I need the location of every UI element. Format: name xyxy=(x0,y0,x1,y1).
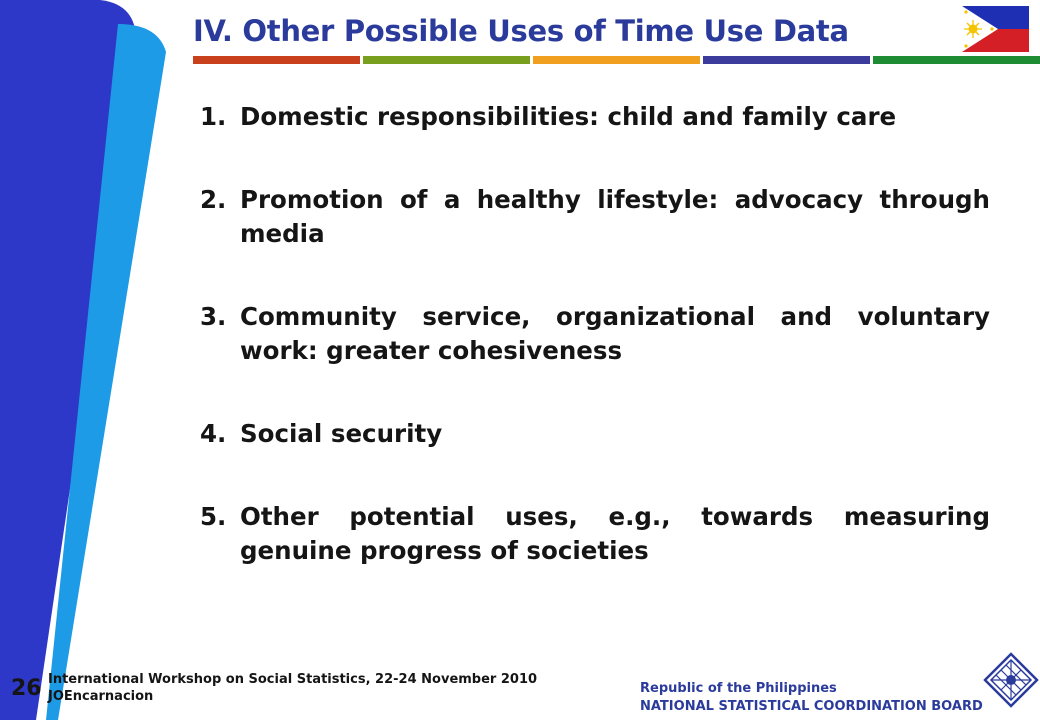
workshop-line: International Workshop on Social Statistics, 22-24 November 2010 xyxy=(48,672,538,687)
item-text: Domestic responsibilities: child and family care xyxy=(240,102,897,131)
item-number: 1. xyxy=(200,102,227,131)
item-text: Community service, organizational and voluntary work: greater cohesiveness xyxy=(240,302,990,365)
author-line: JOEncarnacion xyxy=(48,689,154,704)
nscb-logo-icon xyxy=(983,652,1039,708)
workshop-credit xyxy=(48,671,537,705)
item-number: 5. xyxy=(200,502,227,531)
agency-credit xyxy=(640,680,983,716)
agency-line-name: NATIONAL STATISTICAL COORDINATION BOARD xyxy=(640,699,983,714)
item-number: 2. xyxy=(200,185,227,214)
item-text: Promotion of a healthy lifestyle: advocacy through media xyxy=(240,185,990,248)
slide-number: 26 xyxy=(11,676,42,701)
list-item xyxy=(200,183,990,251)
philippine-flag-icon xyxy=(962,6,1029,52)
list-item xyxy=(200,500,990,568)
item-text: Other potential uses, e.g., towards measuring genuine progress of societies xyxy=(240,502,990,565)
list-item xyxy=(200,417,990,451)
agency-line-country: Republic of the Philippines xyxy=(640,681,837,696)
item-number: 4. xyxy=(200,419,227,448)
item-text: Social security xyxy=(240,419,443,448)
slide-title: IV. Other Possible Uses of Time Use Data xyxy=(193,14,849,48)
uses-list xyxy=(200,100,990,617)
left-decoration xyxy=(0,0,200,720)
title-color-bar xyxy=(193,56,1040,64)
list-item xyxy=(200,300,990,368)
item-number: 3. xyxy=(200,302,227,331)
list-item xyxy=(200,100,990,134)
